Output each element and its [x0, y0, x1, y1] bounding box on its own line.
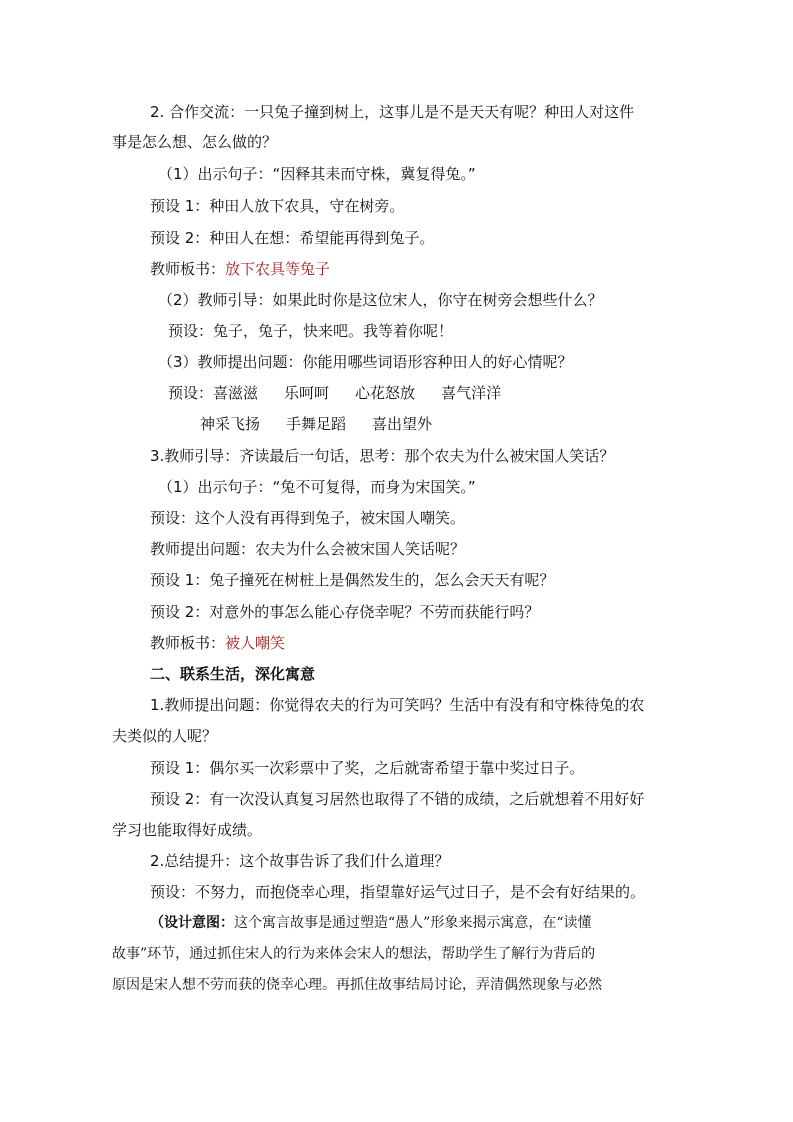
- word: 神采飞扬: [200, 415, 261, 433]
- design-intent-line3: 原因是宋人想不劳而获的侥幸心理。再抓住故事结局讨论，弄清偶然现象与必然: [112, 977, 602, 993]
- teacher-guide-2: （2）教师引导：如果此时你是这位宋人，你守在树旁会想些什么？: [158, 291, 603, 309]
- design-intent-line1: [150, 913, 591, 933]
- preset-3: 预设：这个人没有再得到兔子，被宋国人嘲笑。: [150, 509, 466, 527]
- sentence-prompt-1: （1）出示句子：“因释其耒而守株，冀复得兔。”: [158, 165, 476, 183]
- preset-7-line1: 预设 2：有一次没认真复习居然也取得了不错的成绩，之后就想着不用好好: [150, 790, 645, 808]
- paragraph-5: 2.总结提升：这个故事告诉了我们什么道理？: [150, 852, 450, 870]
- board-note-1: [150, 259, 330, 279]
- word: 喜出望外: [372, 415, 433, 433]
- paragraph-4-line1: 1.教师提出问题：你觉得农夫的行为可笑吗？生活中有没有和守株待兔的农: [150, 696, 645, 714]
- board-value: 放下农具等兔子: [225, 260, 331, 278]
- word: 喜滋滋: [213, 384, 259, 402]
- paragraph-4-line2: 夫类似的人呢？: [112, 727, 218, 745]
- preset-8: 预设：不努力，而抱侥幸心理，指望靠好运气过日子，是不会有好结果的。: [150, 883, 646, 901]
- board-label: 教师板书：: [150, 634, 226, 652]
- word: 心花怒放: [355, 384, 416, 402]
- preset-2: 预设 2：种田人在想：希望能再得到兔子。: [150, 229, 435, 247]
- preset-4: 预设 1：兔子撞死在树桩上是偶然发生的，怎么会天天有呢？: [150, 571, 555, 589]
- word: 乐呵呵: [284, 384, 330, 402]
- word-list-row1: [168, 383, 501, 403]
- paragraph-2-line1: 2. 合作交流：一只兔子撞到树上，这事儿是不是天天有呢？种田人对这件: [150, 103, 635, 121]
- design-intent-label: （设计意图：: [150, 915, 234, 931]
- teacher-question-4: 教师提出问题：农夫为什么会被宋国人笑话呢？: [150, 540, 466, 558]
- board-note-2: [150, 633, 285, 653]
- paragraph-3: 3.教师引导：齐读最后一句话，思考：那个农夫为什么被宋国人笑话？: [150, 447, 615, 465]
- design-intent-line2: 故事”环节，通过抓住宋人的行为来体会宋人的想法，帮助学生了解行为背后的: [112, 946, 596, 962]
- preset-1: 预设 1：种田人放下农具，守在树旁。: [150, 197, 405, 215]
- teacher-question-3: （3）教师提出问题：你能用哪些词语形容种田人的好心情呢？: [158, 353, 573, 371]
- board-value: 被人嘲笑: [225, 634, 286, 652]
- word: 喜气洋洋: [441, 384, 502, 402]
- board-label: 教师板书：: [150, 260, 226, 278]
- preset-label: 预设：: [168, 384, 214, 402]
- sentence-prompt-3: （1）出示句子：“兔不可复得，而身为宋国笑。”: [158, 478, 476, 496]
- section-heading: 二、联系生活，深化寓意: [150, 665, 316, 683]
- design-intent-text: 这个寓言故事是通过塑造“愚人”形象来揭示寓意，在“读懂: [234, 915, 592, 931]
- word: 手舞足蹈: [286, 415, 347, 433]
- teacher-guide-2-preset: 预设：兔子，兔子，快来吧。我等着你呢！: [168, 322, 454, 340]
- paragraph-2-line2: 事是怎么想、怎么做的？: [112, 133, 278, 151]
- word-list-row2: [200, 414, 432, 434]
- preset-7-line2: 学习也能取得好成绩。: [112, 821, 263, 839]
- preset-6: 预设 1：偶尔买一次彩票中了奖，之后就寄希望于靠中奖过日子。: [150, 759, 585, 777]
- preset-5: 预设 2：对意外的事怎么能心存侥幸呢？不劳而获能行吗？: [150, 603, 540, 621]
